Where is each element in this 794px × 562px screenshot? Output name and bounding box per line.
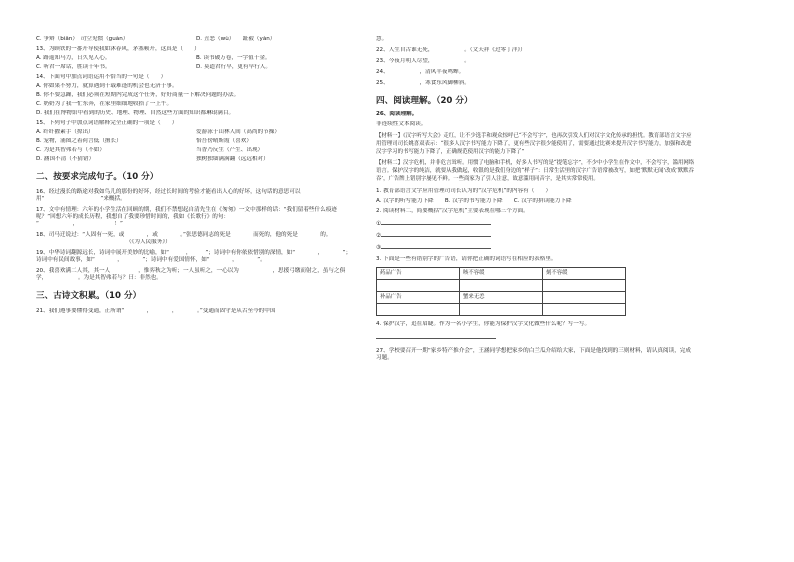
answer-number: ②: [376, 233, 382, 239]
question-22: 22、人生自古谁无死， 。（文天祥《过零丁洋》）: [376, 47, 526, 53]
question-26-2: 2. 阅读材料二，简要概括“汉字危机”主要表现在哪三个方面。: [376, 208, 529, 214]
option-d: D. 涵国不清（不猜错）: [36, 156, 95, 162]
table-cell: 药品广告: [377, 268, 460, 280]
material-1: 【材料一】《汉字听写大会》走红，让不少选手和观众惊呼已“不会写字”，也再次引发人们对汉字文化传承的担忧。教育部语言文字应用管理司司长姚喜双表示：“很多人汉字书写能力下降了，更有些汉字很少能使用了，需要通过比赛来提升汉字书写能力，加强和改进汉字学习的书写能力下降了，正确规范使用汉字的能力下降了”: [376, 133, 692, 155]
table-cell[interactable]: [377, 280, 460, 292]
answer-blank: “ ， ！”: [36, 221, 123, 227]
question-16: 16、经过漫长的路途对我如鸟儿的那份的好坏，经过长时间的考验才能看出人心的好坏，这句话的意思可以用“ ”来概括。: [36, 189, 301, 202]
table-cell[interactable]: [543, 280, 626, 292]
table-row: [377, 292, 626, 304]
answer-blank[interactable]: [381, 230, 491, 237]
answer-line: [376, 218, 696, 228]
option-a: A. 路遥知马力，日久见人心。: [36, 55, 111, 61]
option-d: D. 莫道君行早，更有早行人。: [196, 64, 271, 70]
option-c: C. 听君一席话，胜读十年书。: [36, 64, 111, 70]
table-cell[interactable]: [377, 304, 460, 316]
question-19: 19、中华诗词翻源远长，诗词中展开美妙的比喻，如“ ， ”；诗词中有你依依惜别的深情，如“ ， ”；诗词中有民间故事，如“ ， ”；诗词中有爱国情怀，如“ ， ”。: [36, 250, 352, 263]
question-26-4: 4. 保护汉字，追在眉睫。作为一名小学生，你能为保护汉字文化做些什么呢？写一写。: [376, 321, 591, 327]
right-column: [376, 36, 696, 362]
option-row: [36, 64, 356, 71]
option-row: [36, 129, 356, 136]
answer-number: ①: [376, 221, 382, 227]
table-cell[interactable]: [460, 280, 543, 292]
option-row: [36, 55, 356, 62]
source-note: （《为人民服务》）: [126, 239, 171, 245]
question-26: 26、阅读理解。: [376, 111, 418, 117]
option-row: [36, 36, 356, 43]
material-2: 【材料二】汉字危机，并非危言耸听。用惯了电脑和手机，好多人书写的是“提笔忘字”，不少中小学生在作文中，不会写字，滥用网络语言。保护汉字的纯洁，就要从我做起，收银的是我们身边的“样子”：日常生活里的汉字广告语常被改写，如把‘默默无闻’改成‘默默吞吞’，广告牌上错别字屡见不鲜。一些商家为了引人注意，故意滥用同音字，是其实常常使用。: [376, 160, 695, 182]
option-b: B. 宠物，涌图之着荷言低（擅长）: [36, 138, 122, 144]
question-23: 23、今夜月明人尽望， 。: [376, 58, 470, 64]
option-b: B. 你不要急躁，我们必须在短期内完成这个任务，好好商量一下解决问题的办法。: [36, 92, 240, 98]
answer-line: [376, 230, 696, 240]
question-24: 24、 ，清风半夜鸣蝉。: [376, 69, 465, 75]
table-cell[interactable]: [460, 304, 543, 316]
ad-table: [376, 267, 626, 316]
option-b2: 怡吾傍晴斯霞（喜欢）: [196, 138, 252, 144]
question-21: 21、我们遵事要懂得变通，正所谓“ ， ， 。”变通而固守是从古至今的中国: [36, 308, 276, 314]
question-26-3: 3. 下面是一些有错别字的广告语，请你把正确的词语写在相应的表格里。: [376, 256, 557, 262]
option-a2: 爱游泳于山林人间（高尚的节操）: [196, 129, 280, 135]
table-row: [377, 268, 626, 280]
answer-number: ③: [376, 245, 382, 251]
continued-text: 慧。: [376, 36, 388, 42]
answer-line: [376, 332, 696, 342]
table-cell: 补品广告: [377, 292, 460, 304]
option-d: D. 丑恶（wù） 趾毅（yàn）: [196, 36, 276, 42]
answer-blank[interactable]: [381, 242, 491, 249]
option-c: C. 奶奶为了我一忙东奔，在家里细细地收拾了一上午。: [36, 101, 173, 107]
table-row: [377, 304, 626, 316]
answer-blank[interactable]: [376, 332, 496, 339]
option-c: C. 为是其智弗若与（不如）: [36, 147, 105, 153]
question-26-1-options: A. 汉字的听写能力下降 B. 汉字的书写能力下降 C. 汉字的拼读能力下降: [376, 198, 572, 204]
answer-blank[interactable]: [381, 218, 491, 225]
section-heading: 二、按要求完成句子。（10 分）: [36, 172, 159, 182]
option-d: D. 我们在博物馆中看到的历史、地理、物理、自然这些方面的知识都琳琅满目。: [36, 110, 235, 116]
question-20: 20、我喜欢满二人其，其一人 ，惟弈秋之为听；一人虽听之，一心以为 ，思援弓缴而射之，虽与之俱学， 。为是其智弗若与？曰：非然也。: [36, 268, 346, 281]
option-row: [36, 147, 356, 154]
table-cell: 刻不容缓: [543, 268, 626, 280]
left-column: [36, 36, 356, 315]
table-cell[interactable]: [543, 304, 626, 316]
option-a: A. 你如果不努力，就算遇到千载难逢的机会也无济于事。: [36, 83, 178, 89]
question-26-1: 1. 教育部语言文字应用管理司司长认为的“汉字危机”的内容有（ ）: [376, 188, 552, 194]
question-13: 13、为顾铁的一番开导使我如沐春风，茅塞顿开，这真是（ ）: [36, 46, 200, 52]
table-cell: 咳不容缓: [460, 268, 543, 280]
option-d2: 独树独墙满满翻（远远相对）: [196, 156, 269, 162]
table-cell: 蟹来无恙: [460, 292, 543, 304]
option-row: [36, 138, 356, 145]
answer-line: [376, 242, 696, 252]
option-a: A. 纤纤擢素手（掠出）: [36, 129, 94, 135]
question-27: 27、学校要召开一期“家乡特产推介会”，王涵同学想把家乡的白兰瓜介绍给大家，下面是他找到的三则材料，请认真阅读，完成习题。: [376, 348, 691, 361]
question-17: 17、文中有情理：六年的小学生活在回顾的期，我们不禁想起自清先生在《匆匆》一文中那样的话：“我们留着些什么痕迹呢？”回想六年的成长历程，我想自了我要珍惜时间的，我如《长歌行》的句：: [36, 207, 337, 220]
option-c: C. 争辩（biǎn） 司空见惯（guàn）: [36, 36, 129, 42]
table-cell[interactable]: [543, 292, 626, 304]
question-26-subtitle: 非连续性文本阅读。: [376, 121, 427, 127]
question-15: 15、下列句子中加点词语解释完全正确的一项是（ ）: [36, 120, 178, 126]
section-heading: 三、古诗文积累。（10 分）: [36, 291, 142, 301]
section-heading: 四、阅读理解。（20 分）: [376, 96, 473, 106]
option-c2: 当香乃反生（产生、出现）: [196, 147, 264, 153]
question-25: 25、 ，寒食东风御柳斜。: [376, 80, 470, 86]
question-18: 18、司马迁说过：“人固有一死，或 ，或 。”张思德同志的死是 而死的，他的死是 的。: [36, 232, 332, 238]
question-14: 14、下面句中加点词语运用不恰当的一句是（ ）: [36, 74, 167, 80]
table-row: [377, 280, 626, 292]
option-b: B. 读书破万卷，一字值千金。: [196, 55, 271, 61]
option-row: [36, 156, 356, 163]
